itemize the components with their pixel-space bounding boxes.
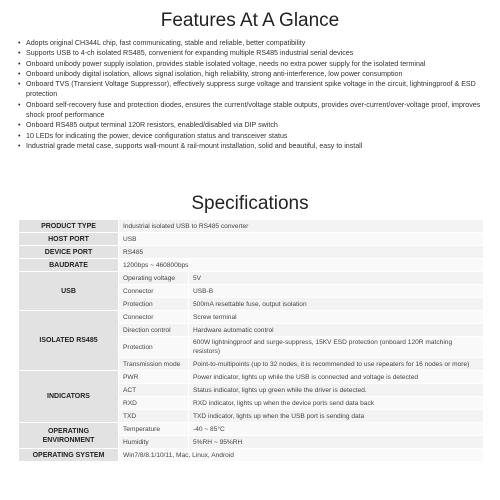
spec-key: RXD [119, 397, 189, 410]
spec-key: Transmission mode [119, 358, 189, 371]
spec-key: Protection [119, 337, 189, 358]
features-title: Features At A Glance [160, 10, 340, 31]
spec-value: 5V [189, 272, 484, 285]
features-list [18, 38, 488, 151]
table-row [19, 259, 484, 272]
row-header-product-type: PRODUCT TYPE [19, 220, 119, 233]
row-header-operating-system: OPERATING SYSTEM [19, 449, 119, 462]
spec-key: Humidity [119, 436, 189, 449]
specifications-title: Specifications [191, 193, 309, 214]
spec-value: TXD indicator, lights up when the USB port is sending data [189, 410, 484, 423]
product-type-value: Industrial isolated USB to RS485 converter [119, 220, 484, 233]
table-row [19, 311, 484, 324]
feature-item: • 10 LEDs for indicating the power, device configuration status and transceiver status [18, 131, 488, 141]
table-row [19, 272, 484, 285]
row-header-operating-environment: OPERATING ENVIRONMENT [19, 423, 119, 449]
specifications-table [18, 219, 484, 462]
spec-key: PWR [119, 371, 189, 384]
host-port-value: USB [119, 233, 484, 246]
spec-value: -40 ~ 85°C [189, 423, 484, 436]
feature-item: • Onboard RS485 output terminal 120R resistors, enabled/disabled via DIP switch [18, 120, 488, 130]
feature-item: • Onboard TVS (Transient Voltage Suppressor), effectively suppress surge voltage and transient spike voltage in the circuit, lightningproof & ESD protection [18, 79, 488, 100]
spec-value: Point-to-multipoints (up to 32 nodes, it is recommended to use repeaters for 16 nodes or more) [189, 358, 484, 371]
baudrate-value: 1200bps ~ 460800bps [119, 259, 484, 272]
spec-key: TXD [119, 410, 189, 423]
spec-value: USB-B [189, 285, 484, 298]
row-header-usb: USB [19, 272, 119, 311]
spec-key: ACT [119, 384, 189, 397]
feature-item: • Adopts original CH344L chip, fast communicating, stable and reliable, better compatibility [18, 38, 488, 48]
operating-system-value: Win7/8/8.1/10/11, Mac, Linux, Android [119, 449, 484, 462]
feature-item: • Onboard unibody power supply isolation, provides stable isolated voltage, needs no extra power supply for the isolated terminal [18, 59, 488, 69]
spec-key: Connector [119, 311, 189, 324]
spec-key: Operating voltage [119, 272, 189, 285]
feature-item: • Onboard unibody digital isolation, allows signal isolation, high reliability, strong anti-interference, low power consumption [18, 69, 488, 79]
spec-key: Temperature [119, 423, 189, 436]
table-row [19, 449, 484, 462]
spec-value: 5%RH ~ 95%RH [189, 436, 484, 449]
row-header-device-port: DEVICE PORT [19, 246, 119, 259]
table-row [19, 246, 484, 259]
spec-value: Power indicator, lights up while the USB is connected and voltage is detected [189, 371, 484, 384]
feature-item: • Industrial grade metal case, supports wall-mount & rail-mount installation, solid and beautiful, easy to install [18, 141, 488, 151]
spec-value: 600W lightningproof and surge-suppress, 15KV ESD protection (onboard 120R matching resistors) [189, 337, 484, 358]
row-header-isolated-rs485: ISOLATED RS485 [19, 311, 119, 371]
table-row [19, 220, 484, 233]
spec-key: Connector [119, 285, 189, 298]
spec-value: Status indicator, lights up green while the driver is detected. [189, 384, 484, 397]
row-header-baudrate: BAUDRATE [19, 259, 119, 272]
spec-value: RXD indicator, lights up when the device ports send data back [189, 397, 484, 410]
spec-value: 500mA resettable fuse, output isolation [189, 298, 484, 311]
feature-item: • Supports USB to 4-ch isolated RS485, convenient for expanding multiple RS485 industrial serial devices [18, 48, 488, 58]
feature-item: • Onboard self-recovery fuse and protection diodes, ensures the current/voltage stable outputs, provides over-current/over-voltage proof, improves shock proof performance [18, 100, 488, 121]
spec-value: Hardware automatic control [189, 324, 484, 337]
spec-key: Protection [119, 298, 189, 311]
table-row [19, 233, 484, 246]
table-row [19, 371, 484, 384]
row-header-indicators: INDICATORS [19, 371, 119, 423]
spec-value: Screw terminal [189, 311, 484, 324]
table-row [19, 423, 484, 436]
device-port-value: RS485 [119, 246, 484, 259]
row-header-host-port: HOST PORT [19, 233, 119, 246]
spec-key: Direction control [119, 324, 189, 337]
